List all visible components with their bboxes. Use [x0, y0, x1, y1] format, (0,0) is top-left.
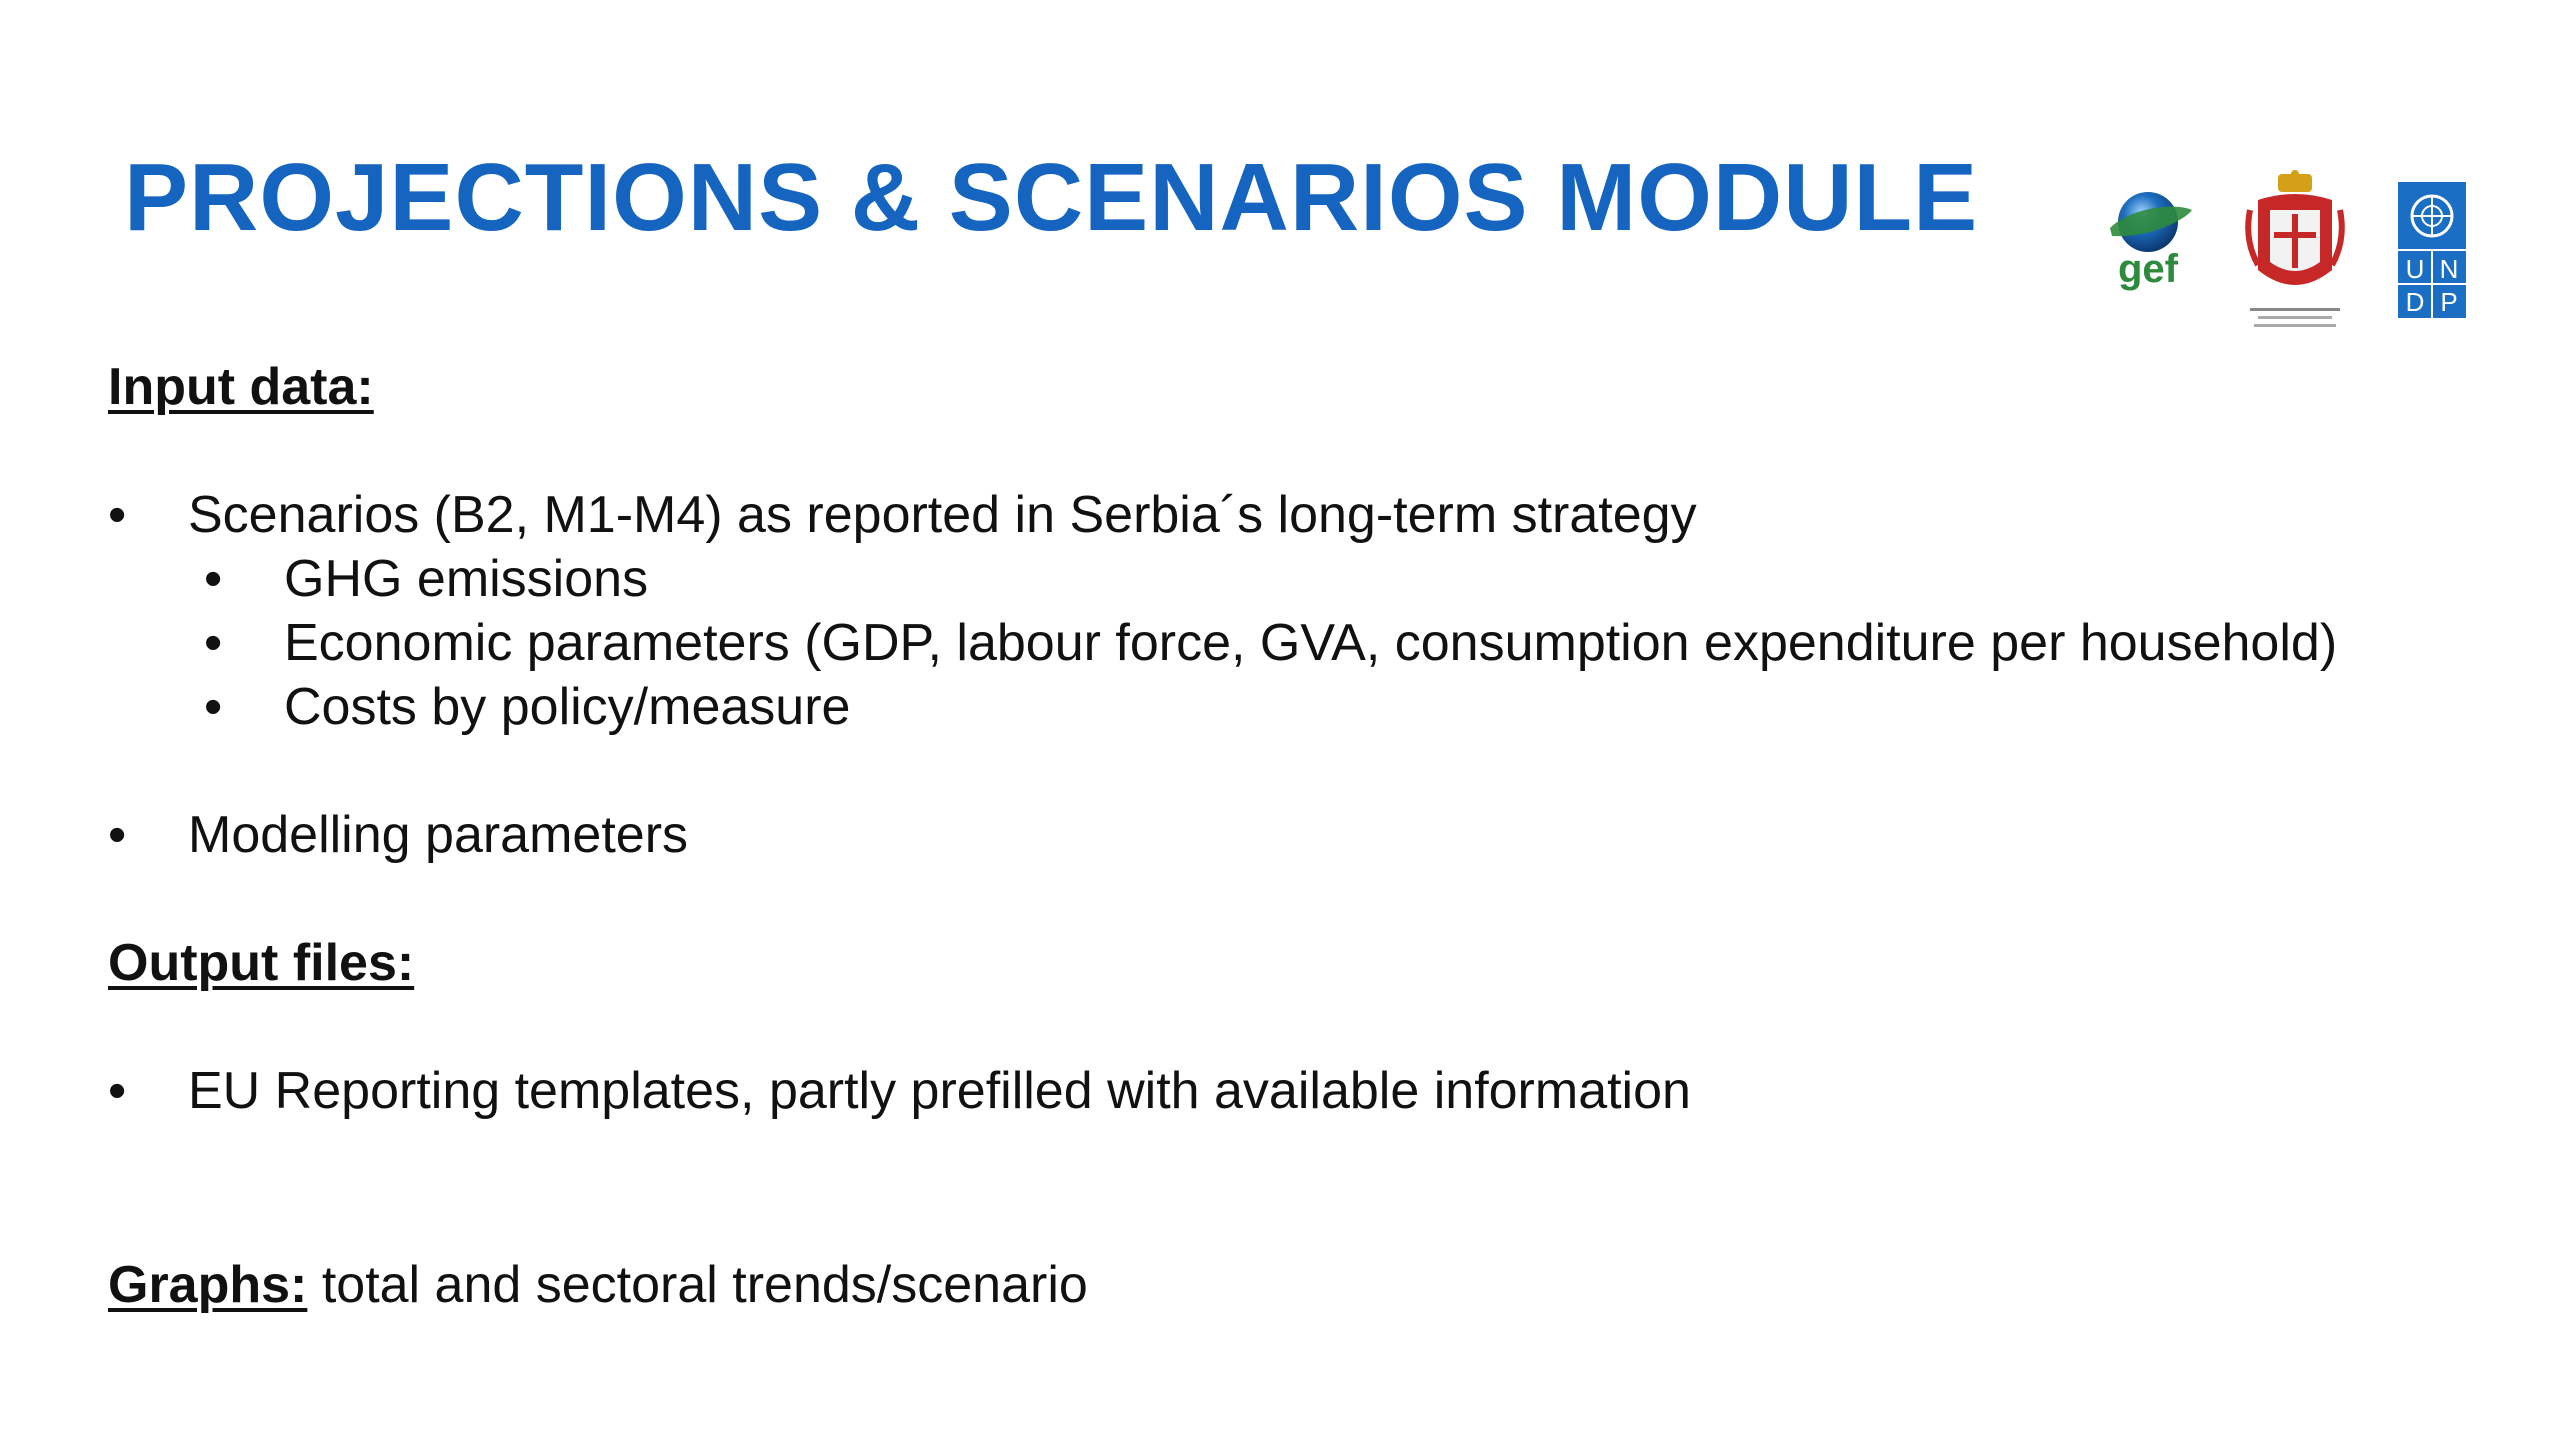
- gef-logo-text: gef: [2118, 247, 2178, 291]
- bullet-dot: •: [108, 806, 127, 864]
- graphs-heading: Graphs:: [108, 1256, 308, 1314]
- graphs-line: [108, 1253, 2488, 1317]
- bullet-eu-templates-text: EU Reporting templates, partly prefilled with available information: [188, 1062, 1691, 1120]
- gef-logo: [2090, 180, 2210, 300]
- bullet-dot: •: [204, 550, 223, 608]
- sub-bullet-text: Costs by policy/measure: [284, 678, 851, 736]
- sub-bullet-text: Economic parameters (GDP, labour force, GVA, consumption expenditure per household): [284, 614, 2338, 672]
- input-data-heading: Input data:: [108, 358, 374, 416]
- bullet-scenarios: [108, 483, 2488, 547]
- sub-bullet-text: GHG emissions: [284, 550, 649, 608]
- serbia-coat-of-arms-logo: [2240, 170, 2350, 330]
- slide-content: [108, 355, 2488, 1317]
- output-files-heading: Output files:: [108, 934, 415, 992]
- bullet-eu-templates: [108, 1059, 2488, 1123]
- bullet-dot: •: [108, 1062, 127, 1120]
- undp-letter-n: N: [2439, 254, 2459, 284]
- undp-letter-u: U: [2405, 254, 2425, 284]
- bullet-dot: •: [204, 678, 223, 736]
- undp-letter-p: P: [2440, 287, 2458, 317]
- slide-title: PROJECTIONS & SCENARIOS MODULE: [124, 144, 1979, 251]
- graphs-text: total and sectoral trends/scenario: [307, 1256, 1088, 1314]
- sub-bullet-ghg: [108, 547, 2488, 611]
- undp-letter-d: D: [2405, 287, 2425, 317]
- bullet-dot: •: [108, 486, 127, 544]
- bullet-modelling-text: Modelling parameters: [188, 806, 689, 864]
- sub-bullet-costs: [108, 675, 2488, 739]
- sub-bullet-economic: [108, 611, 2488, 675]
- undp-logo: [2398, 182, 2466, 318]
- bullet-dot: •: [204, 614, 223, 672]
- bullet-modelling: [108, 803, 2488, 867]
- bullet-scenarios-text: Scenarios (B2, M1-M4) as reported in Serbia´s long-term strategy: [188, 486, 1697, 544]
- partner-logos: [2090, 170, 2480, 330]
